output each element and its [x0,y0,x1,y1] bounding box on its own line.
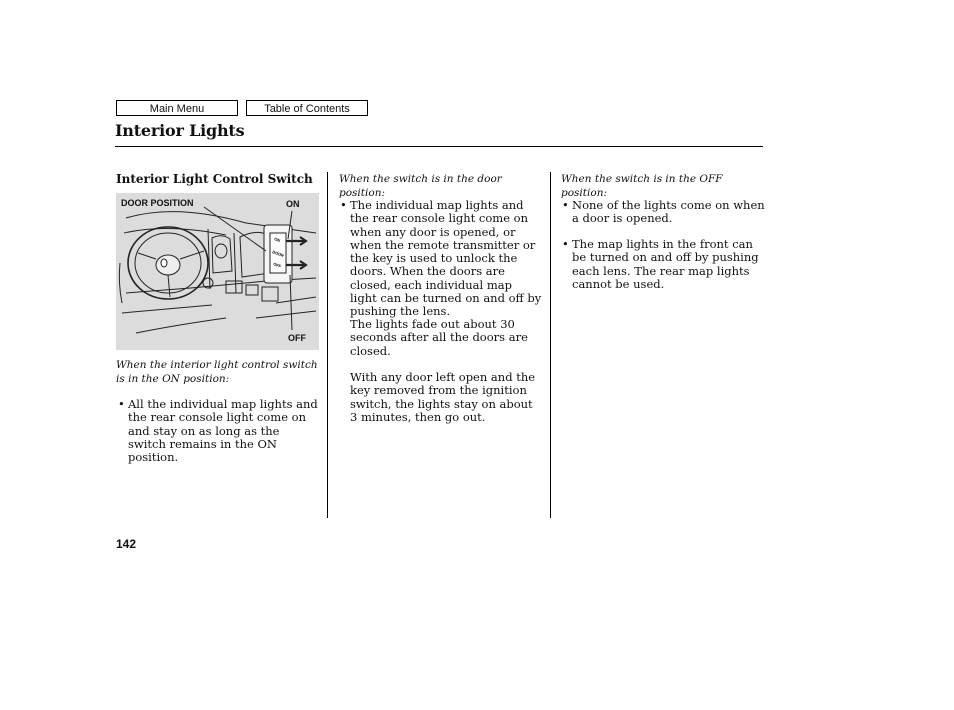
main-menu-button[interactable]: Main Menu [116,100,238,116]
page-title: Interior Lights [115,121,245,140]
bullet-text: All the individual map lights and the rear console light come on and stay on as long as the switch remains in the ON position. [128,397,318,465]
bullet-text: The map lights in the front can be turned on and off by pushing each lens. The rear map lights cannot be used. [572,237,759,291]
bullet-dot: • [118,397,125,411]
list-item [340,198,542,319]
dashboard-illustration [116,193,319,350]
bullet-text: None of the lights come on when a door is opened. [572,198,765,226]
list-item [562,237,764,291]
bullet-dot: • [562,237,569,251]
column-divider-2 [550,172,551,518]
bullet-dot: • [340,198,347,212]
caption-off-position: When the switch is in the OFF position: [561,173,723,199]
caption-door-position: When the switch is in the door position: [339,173,502,199]
switch-label-on: ON [273,236,282,243]
label-on: ON [286,199,300,209]
table-of-contents-button[interactable]: Table of Contents [246,100,368,116]
bullet-dot: • [562,198,569,212]
title-divider [115,146,763,147]
column-divider-1 [327,172,328,518]
paragraph: With any door left open and the key removed from the ignition switch, the lights stay on about 3 minutes, then go out. [350,370,536,424]
switch-label-off: OFF [272,261,282,269]
list-item [562,198,766,226]
label-door-position: DOOR POSITION [121,198,194,208]
bullet-text: The individual map lights and the rear console light come on when any door is opened, or when the remote transmitter or the key is used to unlock the doors. When the doors are closed, each individual map light can be turned on and off by pushing the lens. [350,198,542,319]
list-item [118,397,320,465]
label-off: OFF [288,333,306,343]
switch-label-door: DOOR [271,249,285,259]
section-heading: Interior Light Control Switch [116,172,313,186]
page-number: 142 [116,537,137,551]
caption-on-position: When the interior light control switch is in the ON position: [116,359,318,385]
dashboard-drawing [116,193,319,350]
paragraph: The lights fade out about 30 seconds after all the doors are closed. [350,317,528,358]
